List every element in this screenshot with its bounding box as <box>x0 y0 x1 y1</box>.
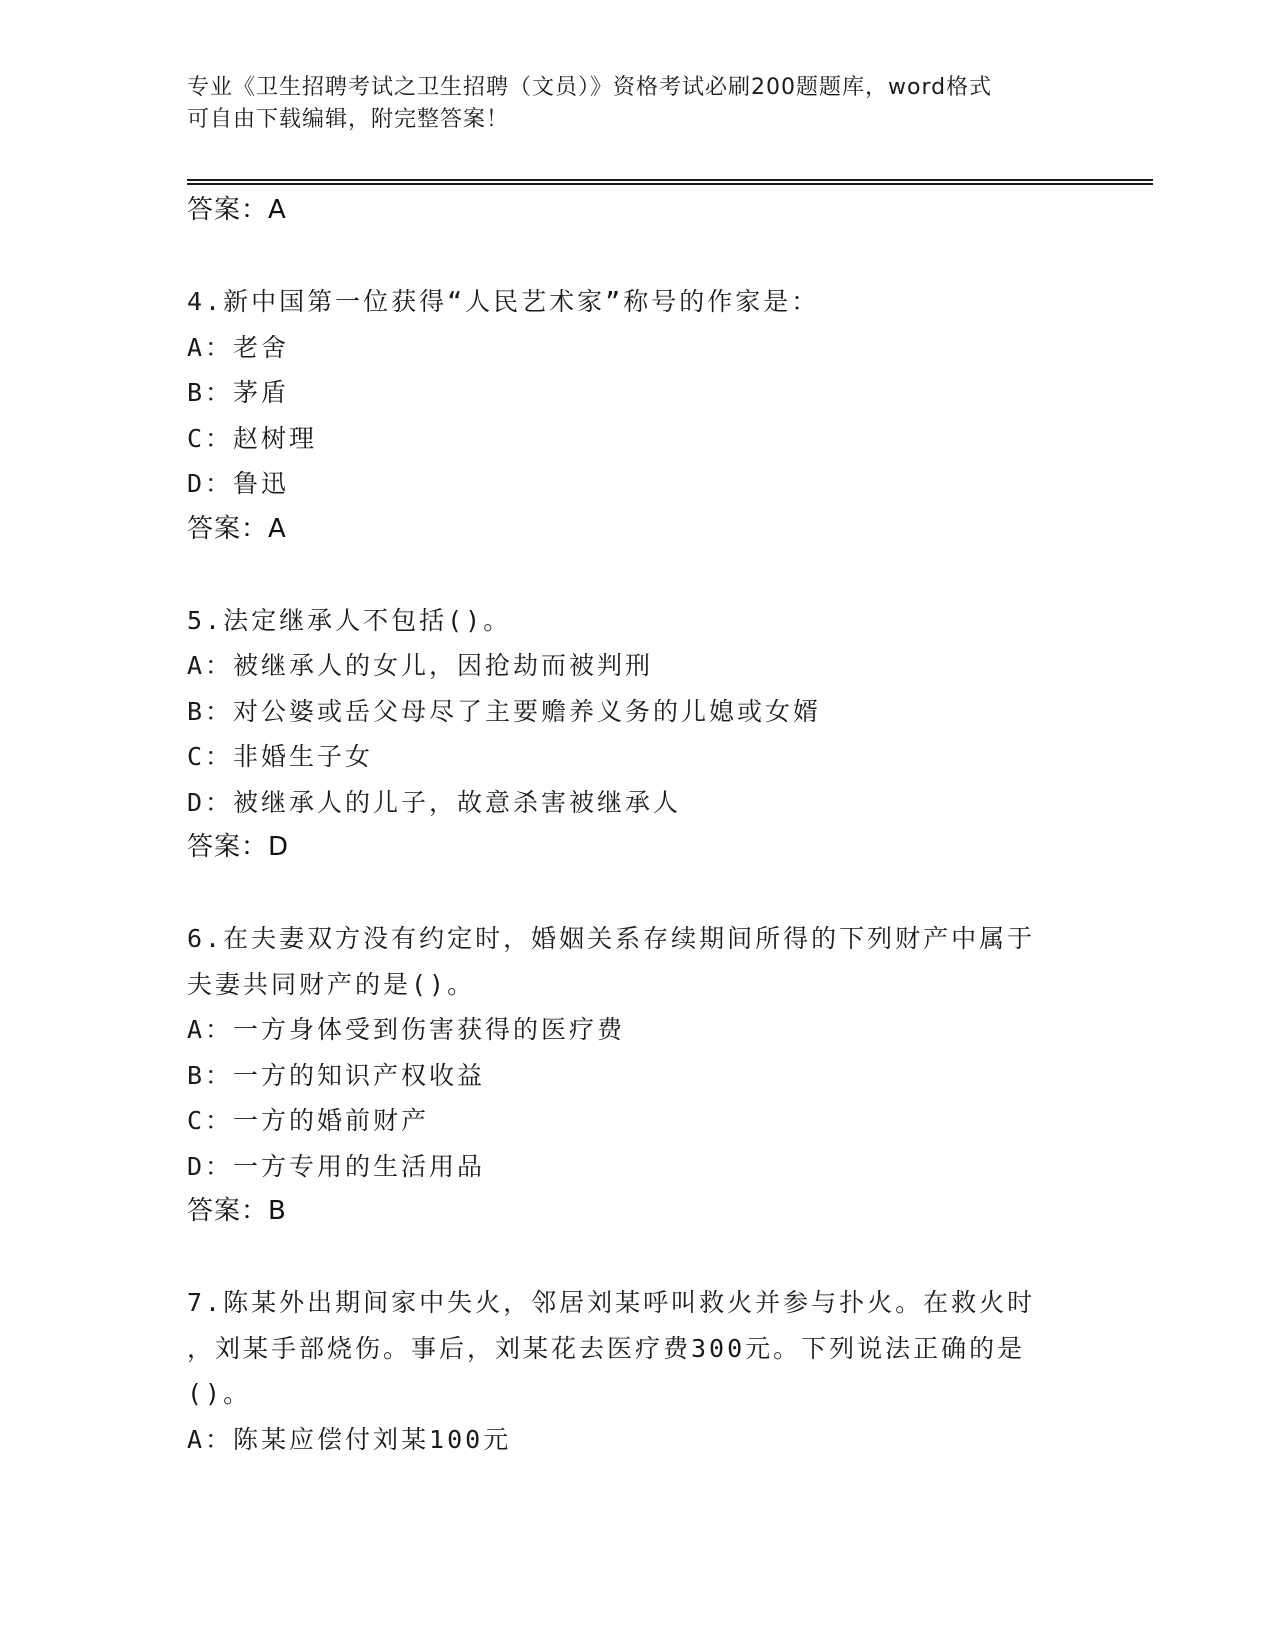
document-header <box>187 72 1087 136</box>
spacer <box>187 871 1087 917</box>
option-d: D：一方专用的生活用品 <box>187 1151 486 1181</box>
option-b: B：对公婆或岳父母尽了主要赡养义务的儿媳或女婿 <box>187 696 822 726</box>
option-c: C：非婚生子女 <box>187 742 374 771</box>
answer-line: 答案：B <box>187 1196 287 1226</box>
header-title-line-2: 可自由下载编辑，附完整答案！ <box>187 107 510 132</box>
question-stem-continued: ()。 <box>187 1379 252 1408</box>
question-block <box>187 279 1087 552</box>
answer-line: 答案：D <box>187 832 290 862</box>
header-title-line-1: 专业《卫生招聘考试之卫生招聘（文员）》资格考试必刷200题题库，word格式 <box>187 75 993 100</box>
question-block <box>187 598 1087 871</box>
question-stem: 5.法定继承人不包括()。 <box>187 605 512 635</box>
question-block <box>187 1280 1087 1462</box>
option-d: D：被继承人的儿子，故意杀害被继承人 <box>187 787 682 817</box>
option-c: C：一方的婚前财产 <box>187 1106 430 1135</box>
answer-line: 答案：A <box>187 195 287 225</box>
spacer <box>187 1235 1087 1281</box>
spacer <box>187 552 1087 598</box>
answer-line: 答案：A <box>187 513 287 544</box>
option-a: A：老舍 <box>187 332 290 362</box>
option-b: B：一方的知识产权收益 <box>187 1060 486 1090</box>
option-a: A：陈某应偿付刘某100元 <box>187 1424 512 1454</box>
question-stem-continued: 夫妻共同财产的是()。 <box>187 969 476 999</box>
header-divider-bottom <box>187 183 1153 185</box>
question-block <box>187 916 1087 1235</box>
question-stem-continued: ，刘某手部烧伤。事后，刘某花去医疗费300元。下列说法正确的是 <box>187 1333 1026 1363</box>
spacer <box>187 234 1087 280</box>
option-d: D：鲁迅 <box>187 469 290 498</box>
option-c: C：赵树理 <box>187 423 318 453</box>
option-a: A：被继承人的女儿，因抢劫而被判刑 <box>187 651 654 680</box>
question-stem: 7.陈某外出期间家中失火，邻居刘某呼叫救火并参与扑火。在救火时 <box>187 1288 1036 1317</box>
header-divider-top <box>187 179 1153 181</box>
question-stem: 6.在夫妻双方没有约定时，婚姻关系存续期间所得的下列财产中属于 <box>187 924 1036 953</box>
option-b: B：茅盾 <box>187 378 290 407</box>
question-list <box>187 188 1087 1462</box>
question-stem: 4.新中国第一位获得“人民艺术家”称号的作家是： <box>187 287 820 316</box>
option-a: A：一方身体受到伤害获得的医疗费 <box>187 1015 626 1044</box>
